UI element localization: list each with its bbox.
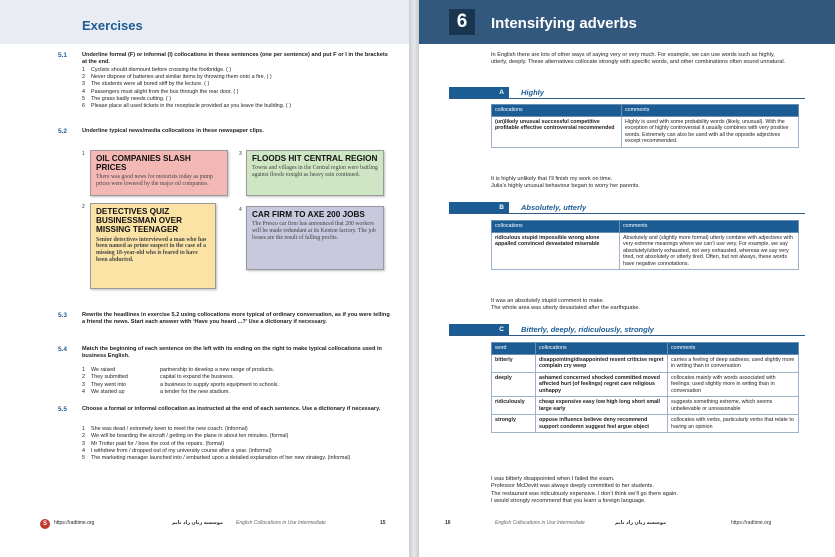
item-number: 5 [82, 455, 85, 462]
section-a-letter: A [449, 87, 509, 98]
clip-4-number: 4 [239, 207, 242, 213]
section-c-comments: carries a feeling of deep sadness; used slightly more in writing than in conversation [668, 354, 799, 372]
unit-title: Intensifying adverbs [491, 15, 637, 32]
clip-4-body: The Presco car firm has announced that 200 workers will be made redundant at its Kenton factory. The job losses are the result of falling profits. [252, 221, 376, 241]
item-number: 1 [82, 67, 85, 73]
clip-3-number: 3 [239, 151, 242, 157]
item-text: We will be boarding the aircraft / getting on the plane in about ten minutes. (formal) [91, 433, 289, 440]
q51-instruction: Underline formal (F) or informal (I) collocations in these sentences (one per sentence) and put F or I in the brackets at the end. [82, 52, 388, 65]
clip-1-body: There was good news for motorists today as pump prices were lowered by the major oil companies. [96, 174, 213, 188]
unit-intro: In English there are lots of other ways of saying very or very much. For example, we can use words such as highly, utterly, deeply. These alternatives collocate strongly with specific words, and other combinations often sound unnatural. [491, 52, 786, 66]
item-text: I withdrew from / dropped out of my university course after a year. (informal) [91, 447, 272, 454]
q54-number: 5.4 [58, 346, 68, 353]
section-c-comments: collocates mainly with words associated with feelings; used slightly more in writing than in conversation [668, 372, 799, 397]
clip-4 [246, 206, 384, 270]
exercises-title: Exercises [82, 18, 143, 33]
section-c-row [492, 397, 799, 415]
section-c-example: Professor McDevitt was always deeply committed to her students. [491, 483, 654, 490]
right-footer-book: English Collocations in Use Intermediate [495, 520, 585, 526]
section-b-letter: B [449, 202, 509, 213]
item-number: 1 [82, 426, 85, 432]
clip-2-number: 2 [82, 204, 85, 210]
section-c-header-comments: comments [668, 343, 799, 355]
q51-item [82, 103, 291, 110]
item-text: The students were all bored stiff by the lecture. ( ) [91, 81, 210, 88]
section-a-collocations: (un)likely unusual successful competitive profitable effective controversial recommended [492, 116, 622, 147]
item-number: 2 [82, 374, 85, 381]
clip-2-body: Senior detectives interviewed a man who has been named as prime suspect in the case of a missing 18-year-old who is feared to have been abducted. [96, 236, 207, 263]
clip-1 [90, 150, 228, 196]
section-a-title: Highly [521, 88, 544, 97]
q51-item [82, 96, 171, 103]
section-c-word: strongly [492, 415, 536, 433]
section-a-header-collocations: collocations [492, 105, 622, 117]
item-number: 3 [82, 440, 85, 447]
section-c-collocations: cheap expensive easy low high long short small large early [536, 397, 668, 415]
item-text: Mr Trotter paid for / bore the cost of the repairs. (formal) [91, 440, 225, 447]
section-b-header-collocations: collocations [492, 221, 620, 233]
section-b-example-2: The whole area was utterly devastated after the earthquake. [491, 305, 640, 311]
section-a-example-2: Julia’s highly unusual behaviour began to worry her parents. [491, 183, 640, 189]
section-c-example: The restaurant was ridiculously expensive. I don’t think we’ll go there again. [491, 490, 678, 497]
section-c-collocations: ashamed concerned shocked committed moved affected hurt (of feelings) regret care religious unhappy [536, 372, 668, 397]
item-number: 6 [82, 103, 85, 109]
q55-item [82, 455, 392, 462]
item-number: 3 [82, 381, 85, 388]
q55-item [82, 433, 392, 440]
left-footer-book: English Collocations in Use Intermediate [236, 520, 326, 526]
right-footer-url[interactable]: https://radtime.org [731, 520, 772, 526]
q51-item [82, 67, 231, 74]
left-footer-url[interactable]: https://radtime.org [54, 520, 95, 526]
clip-1-headline: OIL COMPANIES SLASH PRICES [96, 154, 191, 173]
book-gutter [409, 0, 419, 557]
q53-instruction: Rewrite the headlines in exercise 5.2 using collocations more typical of ordinary conversation, as if you were telling a friend the news. Start each answer with ‘Have you heard ...?’ Use a dictionary if necessary. [82, 312, 390, 325]
item-number: 4 [82, 389, 85, 396]
item-text: They submitted [91, 374, 128, 381]
section-c-word: deeply [492, 372, 536, 397]
q54-left-item [82, 389, 124, 396]
item-number: 2 [82, 433, 85, 440]
section-c-header-collocations: collocations [536, 343, 668, 355]
item-number: 3 [82, 81, 85, 88]
section-c-letter: C [449, 324, 509, 335]
q54-left-item [82, 382, 126, 389]
item-text: Cyclists should dismount before crossing the footbridge. ( ) [91, 67, 232, 73]
item-text: Please place all used tickets in the receptacle provided as you leave the building. ( ) [91, 103, 291, 109]
item-number: 4 [82, 88, 85, 95]
section-c-table [491, 342, 799, 433]
left-page [0, 0, 409, 557]
q51-item [82, 89, 238, 96]
section-b-bar [449, 202, 805, 214]
section-c-row [492, 415, 799, 433]
q52-number: 5.2 [58, 128, 68, 135]
clip-3 [246, 150, 384, 196]
section-b-collocations: ridiculous stupid impossible wrong alone appalled convinced devastated miserable [492, 232, 620, 270]
left-page-number: 15 [380, 520, 386, 526]
q54-right-item: capital to expand the business. [160, 374, 235, 381]
section-b-table [491, 220, 799, 270]
section-b-example-1: It was an absolutely stupid comment to make. [491, 298, 605, 304]
unit-number: 6 [449, 9, 475, 35]
section-a-comments: Highly is used with some probability words (likely, unusual). With the exception of highly controversial it usually combines with very positive words. Extremely can also be used with all the opposite adjectives except recommended. [622, 116, 799, 147]
item-text: Passengers must alight from the bus through the rear door. ( ) [91, 88, 239, 95]
section-c-comments: collocates with verbs, particularly verbs that relate to having an opinion [668, 415, 799, 433]
item-number: 4 [82, 447, 85, 454]
right-page [419, 0, 835, 557]
section-c-word: ridiculously [492, 397, 536, 415]
section-c-rows [492, 354, 799, 433]
q55-instruction: Choose a formal or informal collocation as instructed at the end of each sentence. Use a dictionary if necessary. [82, 406, 381, 412]
clip-3-body: Towns and villages in the Central region were battling against floods tonight as heavy rain continued. [252, 165, 378, 178]
clip-3-headline: FLOODS HIT CENTRAL REGION [252, 154, 378, 163]
q55-item [82, 448, 392, 455]
section-c-bar [449, 324, 805, 336]
section-c-header-word: word [492, 343, 536, 355]
q51-item [82, 74, 272, 81]
section-a-example-1: It is highly unlikely that I’ll finish my work on time. [491, 176, 613, 182]
section-c-example: I was bitterly disappointed when I failed the exam. [491, 476, 615, 482]
section-c-title: Bitterly, deeply, ridiculously, strongly [521, 325, 654, 334]
item-text: The grass badly needs cutting. ( ) [91, 95, 172, 102]
q51-number: 5.1 [58, 52, 68, 59]
clip-2 [90, 203, 216, 289]
q54-right-item: a tender for the new stadium. [160, 389, 230, 396]
section-a-header-comments: comments [622, 105, 799, 117]
q55-item [82, 426, 392, 433]
q51-item [82, 81, 209, 88]
right-footer-persian: موسسه زبان راد تایم [615, 520, 667, 526]
section-b-title: Absolutely, utterly [521, 203, 587, 212]
item-text: The marketing manager launched into / embarked upon a detailed explanation of her new strategy. (informal) [91, 455, 351, 462]
clip-1-number: 1 [82, 151, 85, 157]
exercises-header [0, 0, 409, 44]
left-footer-persian: موسسه زبان راد تایم [172, 520, 224, 526]
section-c-collocations: oppose influence believe deny recommend support condemn suggest feel argue object [536, 415, 668, 433]
section-c-collocations: disappointing/disappointed resent criticise regret complain cry weep [536, 354, 668, 372]
section-a-table [491, 104, 799, 148]
item-text: Never dispose of batteries and similar items by throwing them onto a fire. ( ) [91, 74, 272, 81]
item-number: 5 [82, 95, 85, 102]
item-number: 2 [82, 74, 85, 81]
q54-instruction: Match the beginning of each sentence on the left with its ending on the right to make typical collocations used in business English. [82, 346, 382, 359]
section-b-header-comments: comments [620, 221, 799, 233]
section-c-row [492, 354, 799, 372]
section-c-comments: suggests something extreme, which seems unbelievable or unreasonable [668, 397, 799, 415]
section-c-row [492, 372, 799, 397]
item-number: 1 [82, 367, 85, 373]
q53-number: 5.3 [58, 312, 68, 319]
q54-left-item [82, 374, 128, 381]
section-c-example: I would strongly recommend that you learn a foreign language. [491, 498, 646, 505]
q52-instruction: Underline typical news/media collocations in these newspaper clips. [82, 128, 264, 134]
clip-4-headline: CAR FIRM TO AXE 200 JOBS [252, 210, 365, 219]
section-c-word: bitterly [492, 354, 536, 372]
section-b-comments: Absolutely and (slightly more formal) utterly combine with adjectives with very extreme meanings where we can’t use very. For example, we say absolutely/utterly exhausted, not very exhausted, whereas we say very tired, not absolutely or utterly tired. Often, but not always, these words have negative connotations. [620, 232, 799, 270]
item-text: We raised [91, 367, 116, 373]
section-a-bar [449, 87, 805, 99]
q54-right-item: a business to supply sports equipment to schools. [160, 381, 279, 388]
radtime-logo: S [40, 519, 50, 529]
q55-number: 5.5 [58, 406, 68, 413]
q54-right-item: partnership to develop a new range of products. [160, 367, 275, 373]
q54-left-item [82, 367, 115, 374]
item-text: She was dead / extremely keen to meet the new coach. (informal) [91, 426, 248, 432]
right-page-number: 16 [445, 520, 451, 526]
clip-2-headline: DETECTIVES QUIZ BUSINESSMAN OVER MISSING TEENAGER [96, 207, 182, 235]
item-text: We started up [91, 389, 125, 396]
item-text: They went into [91, 381, 127, 388]
q55-item [82, 441, 392, 448]
